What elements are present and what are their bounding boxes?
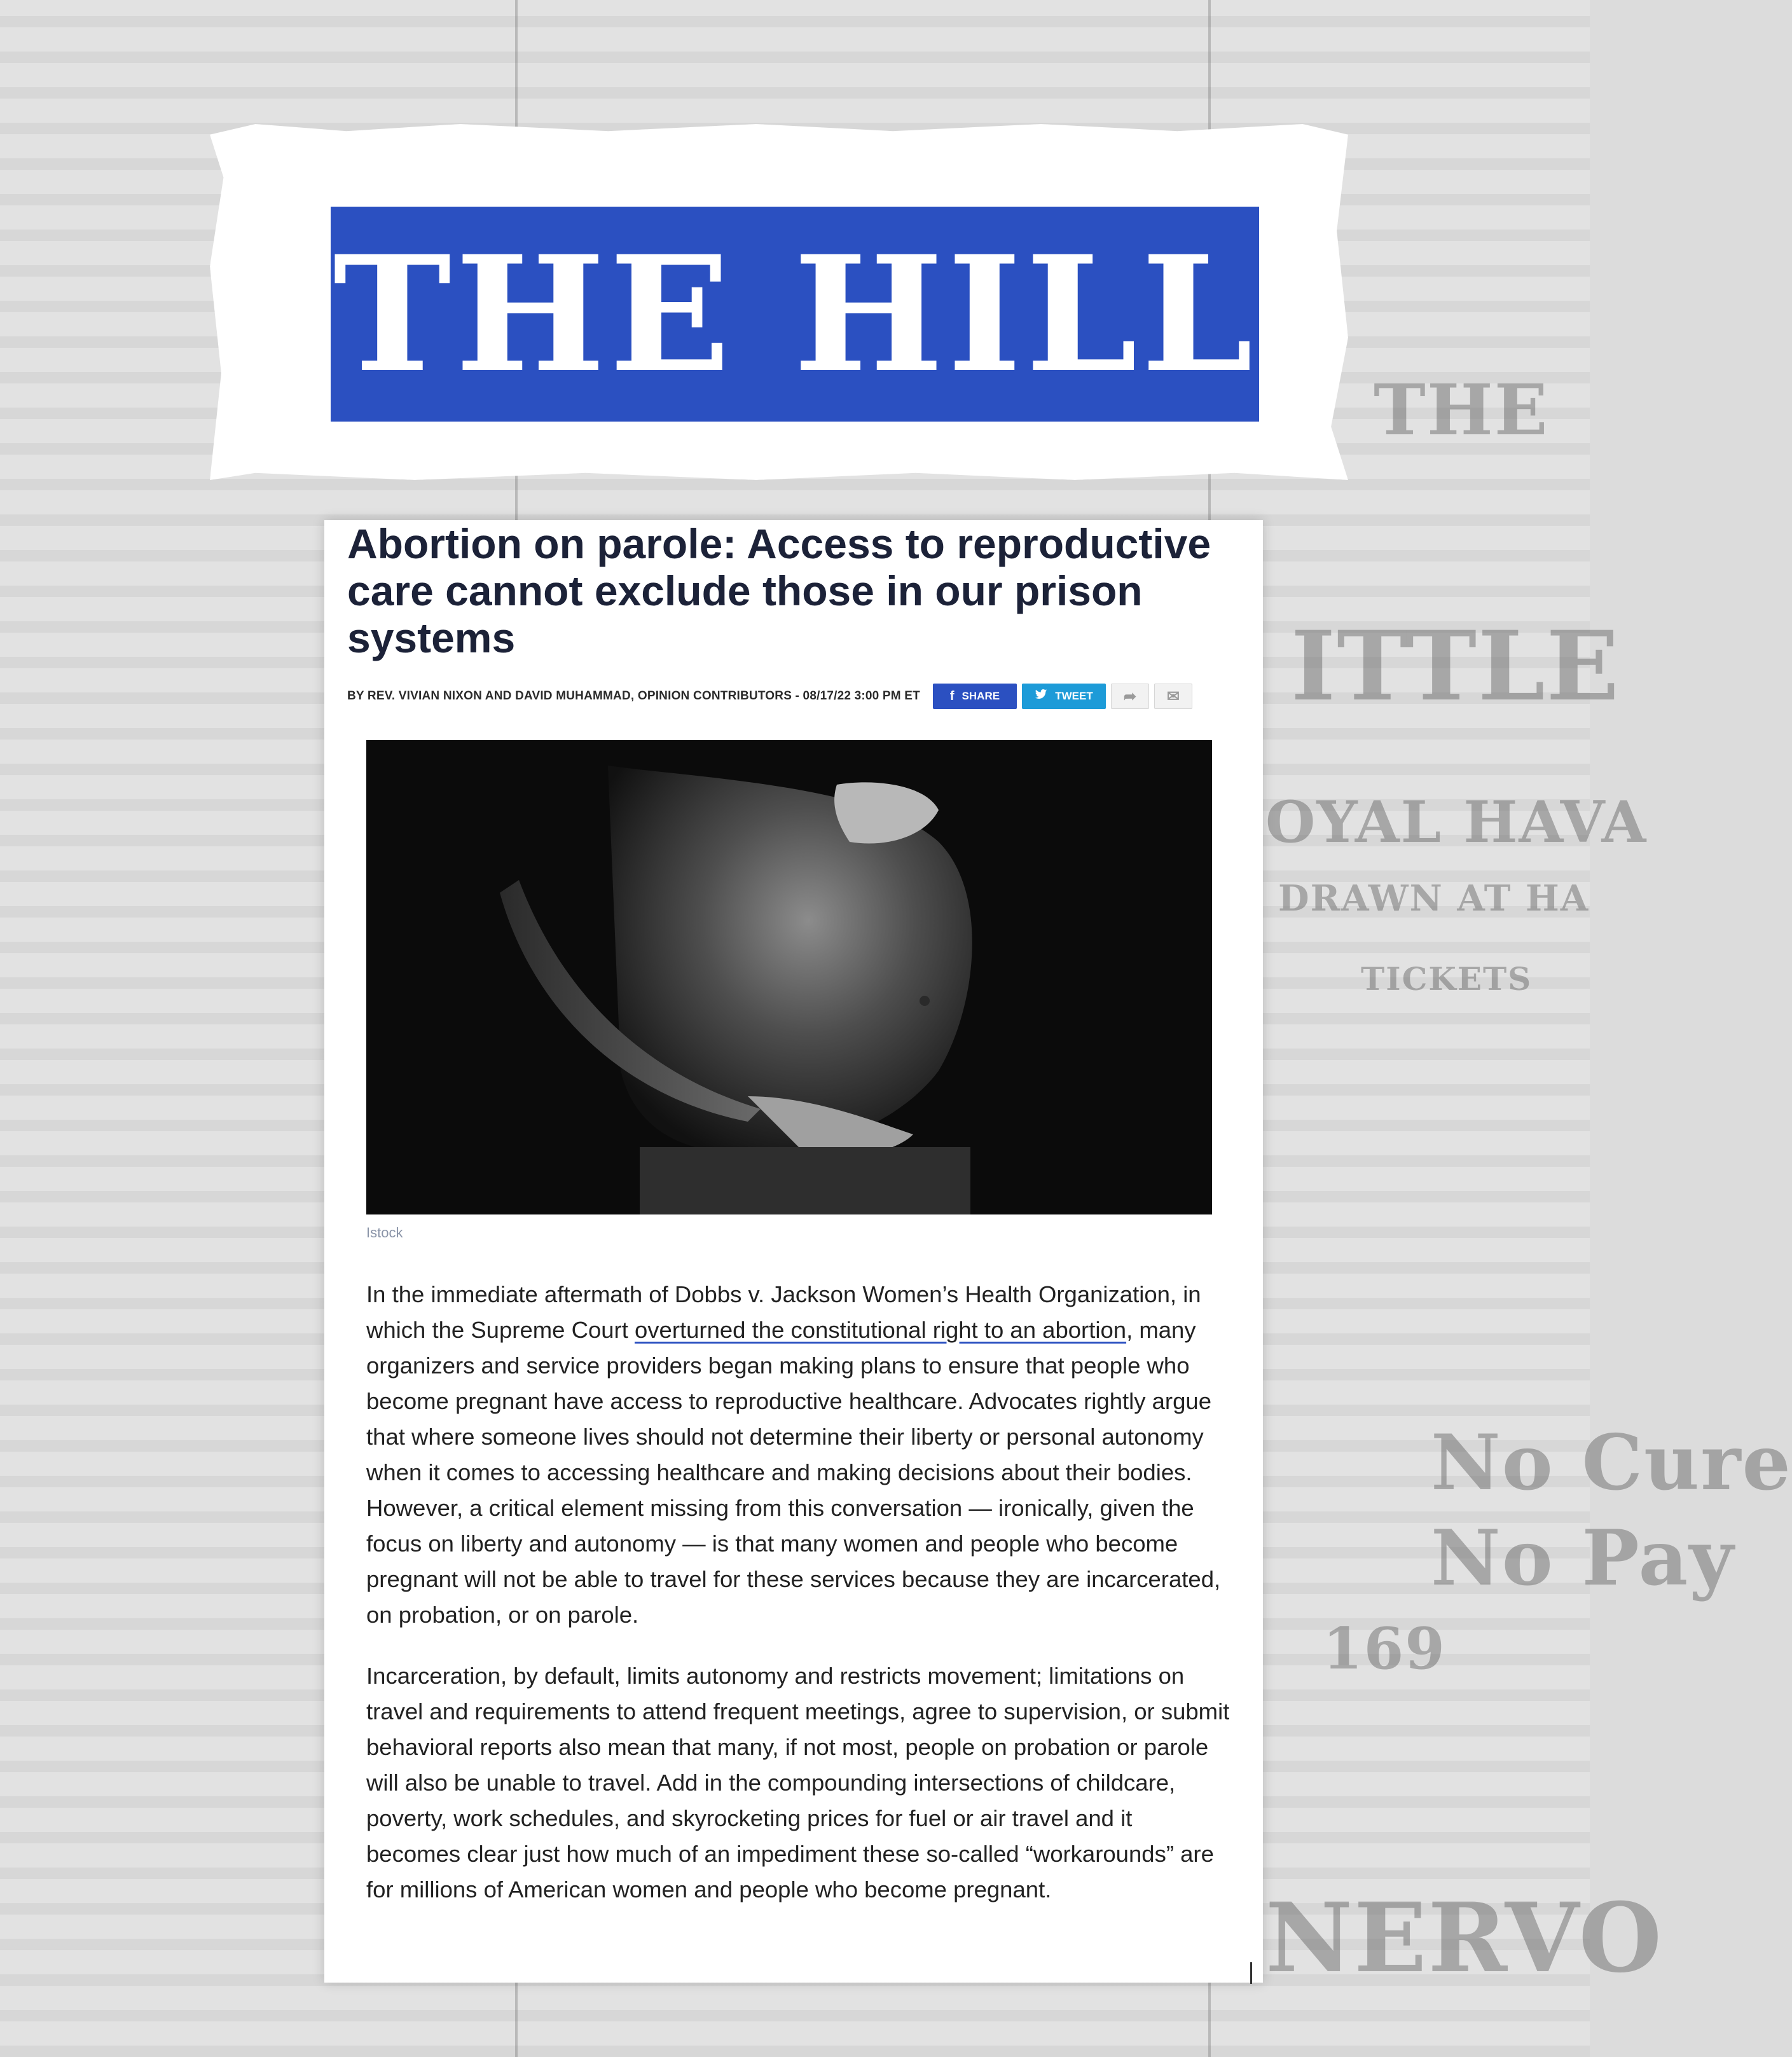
image-caption: Istock bbox=[366, 1225, 403, 1241]
background-fragment: NERVO bbox=[1265, 1882, 1664, 1994]
paragraph: Incarceration, by default, limits autonomy and restricts movement; limitations on travel and requirements to attend frequent meetings, agree to supervision, or submit behavioral reports also mean that many, if not most, people on probation or parole will also be unable to travel. Add in the compounding intersections of childcare, poverty, work schedules, and skyrocketing prices for fuel or air travel and it becomes clear just how much of an impediment these so-called “workarounds” are for millions of American women and people who become pregnant. bbox=[366, 1663, 1230, 1902]
paragraph bbox=[366, 1277, 1231, 1633]
facebook-share-button[interactable] bbox=[933, 684, 1017, 709]
forward-share-button[interactable] bbox=[1111, 684, 1149, 709]
paragraph-text: , many organizers and service providers began making plans to ensure that people who become pregnant have access to reproductive healthcare. Advocates rightly argue that where someone lives should not determine their liberty or personal autonomy when it comes to accessing healthcare and making decisions about their bodies. However, a critical element missing from this conversation — ironically, given the focus on liberty and autonomy — is that many women and people who become pregnant will not be able to travel for these services because they are incarcerated, on probation, or on parole. bbox=[366, 1317, 1221, 1628]
background-fragment: ITTLE bbox=[1291, 610, 1620, 722]
background-fragment: THE bbox=[1374, 369, 1549, 451]
pregnant-belly-photo bbox=[366, 740, 1212, 1214]
background-fragment: No Pay bbox=[1431, 1513, 1735, 1603]
background-fragment: DRAWN AT HA bbox=[1278, 877, 1590, 919]
background-fragment: 169 bbox=[1323, 1615, 1446, 1682]
article-byline: BY REV. VIVIAN NIXON AND DAVID MUHAMMAD, OPINION CONTRIBUTORS - 08/17/22 3:00 PM ET bbox=[347, 689, 920, 703]
background-fragment: TICKETS bbox=[1361, 960, 1533, 998]
facebook-share-label: SHARE bbox=[961, 690, 1000, 702]
byline-row bbox=[347, 683, 1250, 710]
article-headline: Abortion on parole: Access to reproductive care cannot exclude those in our prison systems bbox=[347, 520, 1211, 661]
twitter-share-label: TWEET bbox=[1055, 690, 1093, 702]
envelope-icon: ✉ bbox=[1166, 687, 1180, 705]
email-share-button[interactable] bbox=[1154, 684, 1192, 709]
article-photo bbox=[366, 740, 1212, 1214]
background-fragment: No Cure bbox=[1431, 1418, 1792, 1508]
article-body bbox=[366, 1277, 1231, 1933]
twitter-share-button[interactable] bbox=[1022, 684, 1106, 709]
background-fragment: OYAL HAVA bbox=[1265, 788, 1648, 856]
article-card bbox=[324, 520, 1263, 1983]
share-arrow-icon: ➦ bbox=[1123, 687, 1137, 705]
facebook-icon: f bbox=[949, 689, 955, 703]
abortion-rights-link[interactable]: overturned the constitutional right to an abortion bbox=[634, 1317, 1127, 1343]
logo-text: THE HILL bbox=[333, 221, 1257, 408]
paragraph-text: In the immediate aftermath of Dobbs v. Jackson Women’s Health Organization, in which the Supreme Court bbox=[366, 1281, 1201, 1343]
the-hill-logo bbox=[331, 207, 1259, 422]
twitter-bird-icon bbox=[1035, 689, 1047, 704]
text-cursor bbox=[1250, 1962, 1252, 1984]
